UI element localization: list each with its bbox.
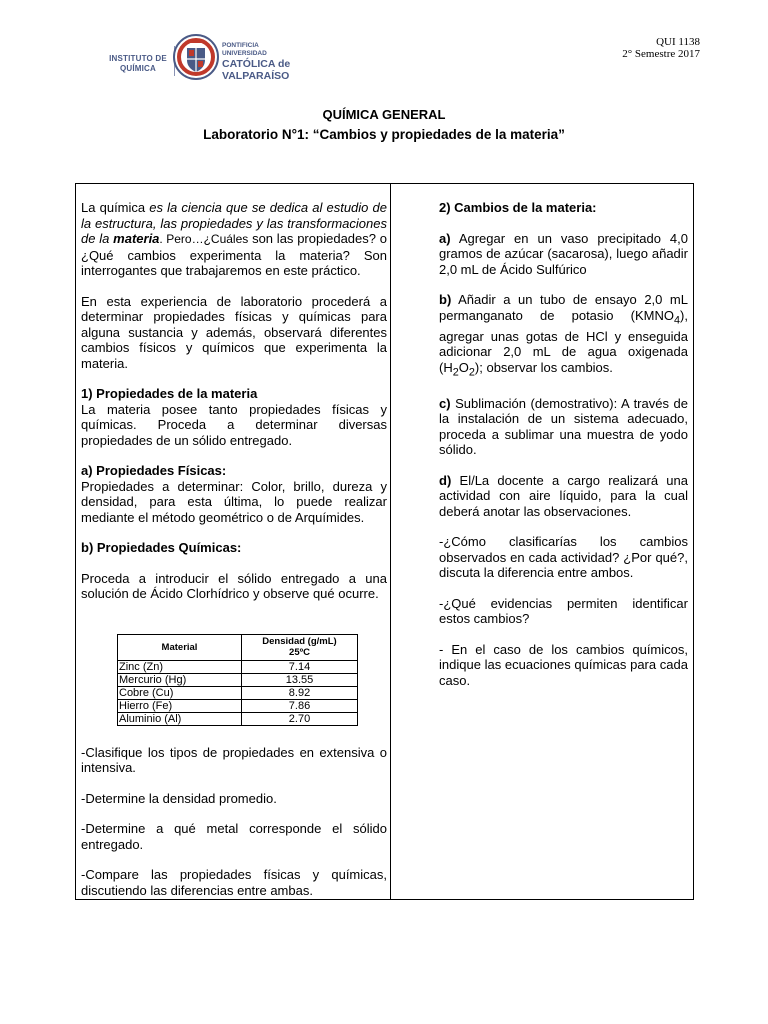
density-cell: 2.70 [242, 712, 358, 725]
page-header [0, 0, 768, 100]
activity-b-text-3: O [458, 359, 469, 375]
left-column [81, 200, 387, 913]
course-code: QUI 1138 [656, 36, 700, 48]
university-line-4: VALPARAÍSO [222, 70, 290, 82]
activity-a-text: Agregar en un vaso precipitado 4,0 gramos de azúcar (sacarosa), luego añadir 2,0 mL de Ácido Sulfúrico [439, 230, 688, 277]
question-compare: -Compare las propiedades físicas y químicas, discutiendo las diferencias entre ambas. [81, 867, 387, 898]
university-logo [104, 30, 294, 88]
question-density: -Determine la densidad promedio. [81, 790, 277, 806]
document-title: QUÍMICA GENERAL [322, 107, 446, 122]
intro-text-e: son las propiedades? o ¿Qué cambios experimenta la materia? Son interrogantes que trabajaremos en este práctico. [81, 231, 388, 278]
activity-d-text: El/La docente a cargo realizará una actividad con aire líquido, para la cual deberá anotar las observaciones. [439, 472, 688, 519]
table-header-material: Material [118, 634, 242, 660]
material-cell: Aluminio (Al) [118, 712, 242, 725]
material-cell: Cobre (Cu) [118, 686, 242, 699]
density-header-line-1: Densidad (g/mL) [262, 636, 337, 647]
course-info [622, 36, 700, 60]
section-b-heading: b) Propiedades Químicas: [81, 540, 242, 555]
material-cell: Zinc (Zn) [118, 660, 242, 673]
density-cell: 8.92 [242, 686, 358, 699]
table-row [118, 712, 358, 725]
university-name [222, 42, 302, 82]
question-metal: -Determine a qué metal corresponde el sólido entregado. [81, 821, 387, 852]
density-header-line-2: 25ºC [289, 647, 310, 658]
activity-d [439, 473, 688, 520]
table-row [118, 660, 358, 673]
intro-text-d: . Pero…¿Cuáles [159, 232, 249, 246]
activity-d-label: d) [439, 472, 452, 488]
question-classify: -Clasifique los tipos de propiedades en extensiva o intensiva. [81, 744, 387, 775]
section-2-heading: 2) Cambios de la materia: [439, 200, 597, 215]
activity-b-text-4: ); observar los cambios. [474, 359, 613, 375]
question-classify-changes: -¿Cómo clasificarías los cambios observados en cada actividad? ¿Por qué?, discuta la diferencia entre ambos. [439, 534, 688, 581]
activity-b-sub-2: 2 [452, 366, 459, 379]
document-subtitle: Laboratorio N°1: “Cambios y propiedades de la materia” [203, 127, 565, 142]
university-line-2: UNIVERSIDAD [222, 50, 267, 57]
institute-line-1: INSTITUTO DE [109, 54, 167, 63]
activity-b-text-2: ), agregar unas gotas de HCl y enseguida adicionar 2,0 mL de agua oxigenada (H [439, 307, 688, 375]
table-header-density [242, 634, 358, 660]
intro-paragraph [81, 200, 387, 279]
table-header-row [118, 634, 358, 660]
experience-paragraph: En esta experiencia de laboratorio procederá a determinar propiedades físicas y químicas para alguna sustancia y además, observará diferentes cambios físicos y químicos que experimenta la materia. [81, 293, 387, 371]
intro-text-a: La química [81, 200, 150, 215]
activity-b [439, 292, 688, 381]
activity-a [439, 231, 688, 278]
university-line-3: CATÓLICA de [222, 58, 291, 70]
section-a-heading: a) Propiedades Físicas: [81, 463, 227, 478]
university-seal-icon [172, 32, 220, 82]
institute-line-2: QUÍMICA [119, 64, 157, 73]
table-row [118, 686, 358, 699]
column-divider [390, 183, 391, 900]
question-equations: - En el caso de los cambios químicos, indique las ecuaciones químicas para cada caso. [439, 641, 688, 688]
material-cell: Mercurio (Hg) [118, 673, 242, 686]
activity-c-text: Sublimación (demostrativo): A través de la instalación de un sistema adecuado, proceda a sublimar una muestra de yodo sólido. [439, 395, 688, 458]
activity-a-label: a) [439, 230, 451, 246]
activity-b-sub-3: 2 [468, 366, 475, 379]
semester: 2° Semestre 2017 [622, 48, 700, 60]
activity-c [439, 396, 688, 458]
density-cell: 13.55 [242, 673, 358, 686]
table-row [118, 673, 358, 686]
activity-b-text-1: Añadir a un tubo de ensayo 2,0 mL permanganato de potasio (KMNO [439, 292, 688, 323]
activity-b-sub-1: 4 [674, 314, 681, 327]
material-cell: Hierro (Fe) [118, 699, 242, 712]
question-evidence: -¿Qué evidencias permiten identificar estos cambios? [439, 595, 688, 627]
intro-text-b: es la ciencia que se dedica al estudio de la estructura, las propiedades y las transformaciones de la [81, 200, 388, 246]
activity-c-label: c) [439, 395, 451, 411]
section-1-heading: 1) Propiedades de la materia [81, 386, 258, 401]
right-column [439, 200, 688, 703]
university-line-1: PONTIFICIA [222, 42, 259, 49]
institute-name [104, 54, 172, 74]
density-table [117, 634, 358, 726]
section-1-text: La materia posee tanto propiedades físicas y químicas. Proceda a determinar diversas propiedades de un sólido entregado. [81, 401, 387, 448]
section-a-text: Propiedades a determinar: Color, brillo, dureza y densidad, para esta última, lo puede realizar mediante el método geométrico o de Arquímides. [81, 478, 387, 525]
density-cell: 7.14 [242, 660, 358, 673]
intro-text-c: materia [113, 231, 160, 246]
activity-b-label: b) [439, 292, 452, 307]
table-row [118, 699, 358, 712]
section-b-text: Proceda a introducir el sólido entregado a una solución de Ácido Clorhídrico y observe qué ocurre. [81, 570, 387, 601]
density-cell: 7.86 [242, 699, 358, 712]
